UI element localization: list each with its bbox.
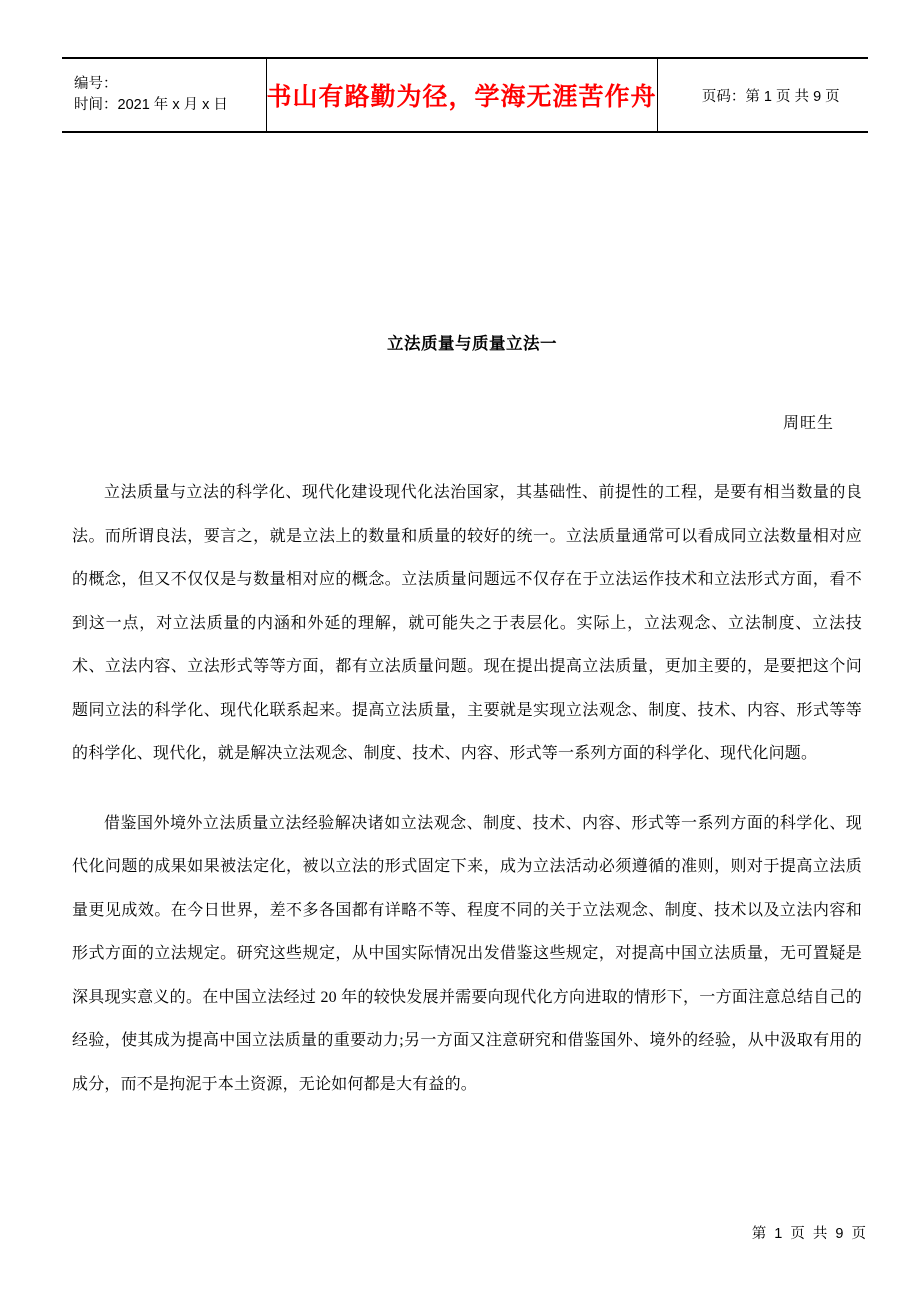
header-date-label: 时间：2021 年 x 月 x 日	[74, 97, 228, 113]
page-title: 立法质量与质量立法一	[387, 335, 557, 353]
page-header	[62, 57, 868, 133]
body-paragraph: 借鉴国外境外立法质量立法经验解决诸如立法观念、制度、技术、内容、形式等一系列方面的科学化、现代化问题的成果如果被法定化，被以立法的形式固定下来，成为立法活动必须遵循的准则，则对于提高立法质量更见成效。在今日世界，差不多各国都有详略不等、程度不同的关于立法观念、制度、技术以及立法内容和形式方面的立法规定。研究这些规定，从中国实际情况出发借鉴这些规定，对提高中国立法质量，无可置疑是深具现实意义的。在中国立法经过 20 年的较快发展并需要向现代化方向进取的情形下，一方面注意总结自己的经验，使其成为提高中国立法质量的重要动力;另一方面又注意研究和借鉴国外、境外的经验，从中汲取有用的成分，而不是拘泥于本土资源，无论如何都是大有益的。	[72, 814, 862, 1093]
page-footer: 第 1 页 共 9 页	[751, 1226, 868, 1242]
document-author: 周旺生	[782, 415, 834, 432]
header-pagination: 页码：第 1 页 共 9 页	[701, 88, 840, 105]
header-pagination-cell	[658, 59, 868, 131]
body-paragraph: 立法质量与立法的科学化、现代化建设现代化法治国家，其基础性、前提性的工程，是要有相当数量的良法。而所谓良法，要言之，就是立法上的数量和质量的较好的统一。立法质量通常可以看成同立法数量相对应的概念，但又不仅仅是与数量相对应的概念。立法质量问题远不仅存在于立法运作技术和立法形式方面，看不到这一点，对立法质量的内涵和外延的理解，就可能失之于表层化。实际上，立法观念、立法制度、立法技术、立法内容、立法形式等等方面，都有立法质量问题。现在提出提高立法质量，更加主要的，是要把这个问题同立法的科学化、现代化联系起来。提高立法质量，主要就是实现立法观念、制度、技术、内容、形式等等的科学化、现代化，就是解决立法观念、制度、技术、内容、形式等一系列方面的科学化、现代化问题。	[72, 484, 862, 762]
document-body	[72, 330, 862, 1106]
header-row	[62, 59, 868, 131]
header-slogan: 书山有路勤为径，学海无涯苦作舟	[266, 84, 657, 111]
header-slogan-cell	[267, 59, 658, 131]
header-serial-label: 编号：	[74, 76, 118, 92]
header-meta-cell	[62, 59, 267, 131]
